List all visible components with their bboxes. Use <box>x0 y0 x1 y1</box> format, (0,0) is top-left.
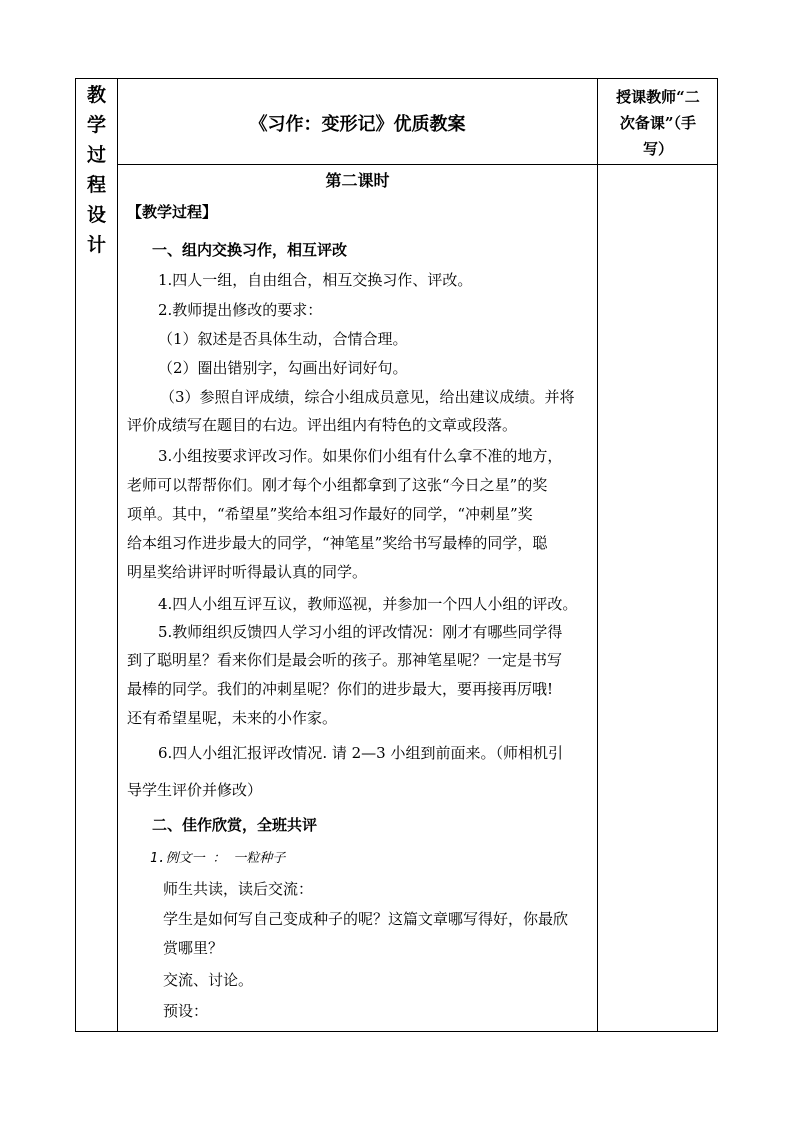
body-line: 3.小组按要求评改习作。如果你们小组有什么拿不准的地方， <box>158 447 563 465</box>
body-line: 5.教师组织反馈四人学习小组的评改情况：刚才有哪些同学得 <box>158 623 563 641</box>
body-line: 预设： <box>163 1002 209 1020</box>
body-line: 项单。其中，“希望星”奖给本组习作最好的同学，“冲刺星”奖 <box>127 505 533 523</box>
teacher-notes-header <box>599 84 717 162</box>
body-line: 师生共读，读后交流： <box>163 880 314 898</box>
body-line: 学生是如何写自己变成种子的呢？这篇文章哪写得好，你最欣 <box>163 910 569 928</box>
body-line: （3）参照自评成绩，综合小组成员意见，给出建议成绩。并将 <box>160 388 575 406</box>
side-label-char: 教 <box>86 84 106 106</box>
side-label-char: 计 <box>86 234 106 256</box>
body-line: 4.四人小组互评互议，教师巡视，并参加一个四人小组的评改。 <box>158 595 578 613</box>
document-title: 《习作：变形记》优质教案 <box>249 114 466 135</box>
body-line: 2.教师提出修改的要求： <box>158 301 323 319</box>
teacher-notes-header-line: 授课教师“二 <box>616 88 700 106</box>
body-line: 到了聪明星？看来你们是最会听的孩子。那神笔星呢？一定是书写 <box>127 651 563 669</box>
side-label-char: 程 <box>86 174 106 196</box>
section-heading: 二、佳作欣赏，全班共评 <box>152 816 318 834</box>
body-line: 还有希望星呢，未来的小作家。 <box>127 709 338 727</box>
side-label-char: 设 <box>86 204 106 226</box>
table-header-rule <box>117 164 718 165</box>
side-label-char: 过 <box>86 144 106 166</box>
body-line: 导学生评价并修改） <box>127 781 263 799</box>
side-label-char: 学 <box>86 114 106 136</box>
lesson-subtitle: 第二课时 <box>325 171 390 190</box>
example-essay-line: 1.例文一 ： 一粒种子 <box>150 851 286 866</box>
teacher-notes-header-line: 写） <box>642 140 673 158</box>
body-line: 给本组习作进步最大的同学，“神笔星”奖给书写最棒的同学，聪 <box>127 534 548 552</box>
body-line: 明星奖给讲评时听得最认真的同学。 <box>127 563 368 581</box>
body-line: 6.四人小组汇报评改情况. 请 2—3 小组到前面来。（师相机引 <box>158 744 563 762</box>
body-line: 交流、讨论。 <box>163 971 254 989</box>
body-line: 老师可以帮帮你们。刚才每个小组都拿到了这张“今日之星”的奖 <box>127 476 548 494</box>
body-line: 1.四人一组，自由组合，相互交换习作、评改。 <box>158 271 473 289</box>
teacher-notes-header-line: 次备课”（手 <box>619 114 697 132</box>
body-line: （2）圈出错别字，勾画出好词好句。 <box>158 359 408 377</box>
table-divider-left <box>117 78 118 1032</box>
body-line: （1）叙述是否具体生动，合情合理。 <box>158 330 408 348</box>
body-line: 最棒的同学。我们的冲刺星呢？你们的进步最大，要再接再厉哦! <box>127 680 554 698</box>
section-heading: 一、组内交换习作，相互评改 <box>152 241 348 259</box>
section-heading: 【教学过程】 <box>127 203 218 221</box>
body-line: 赏哪里？ <box>163 939 224 957</box>
body-line: 评价成绩写在题目的右边。评出组内有特色的文章或段落。 <box>127 416 518 434</box>
